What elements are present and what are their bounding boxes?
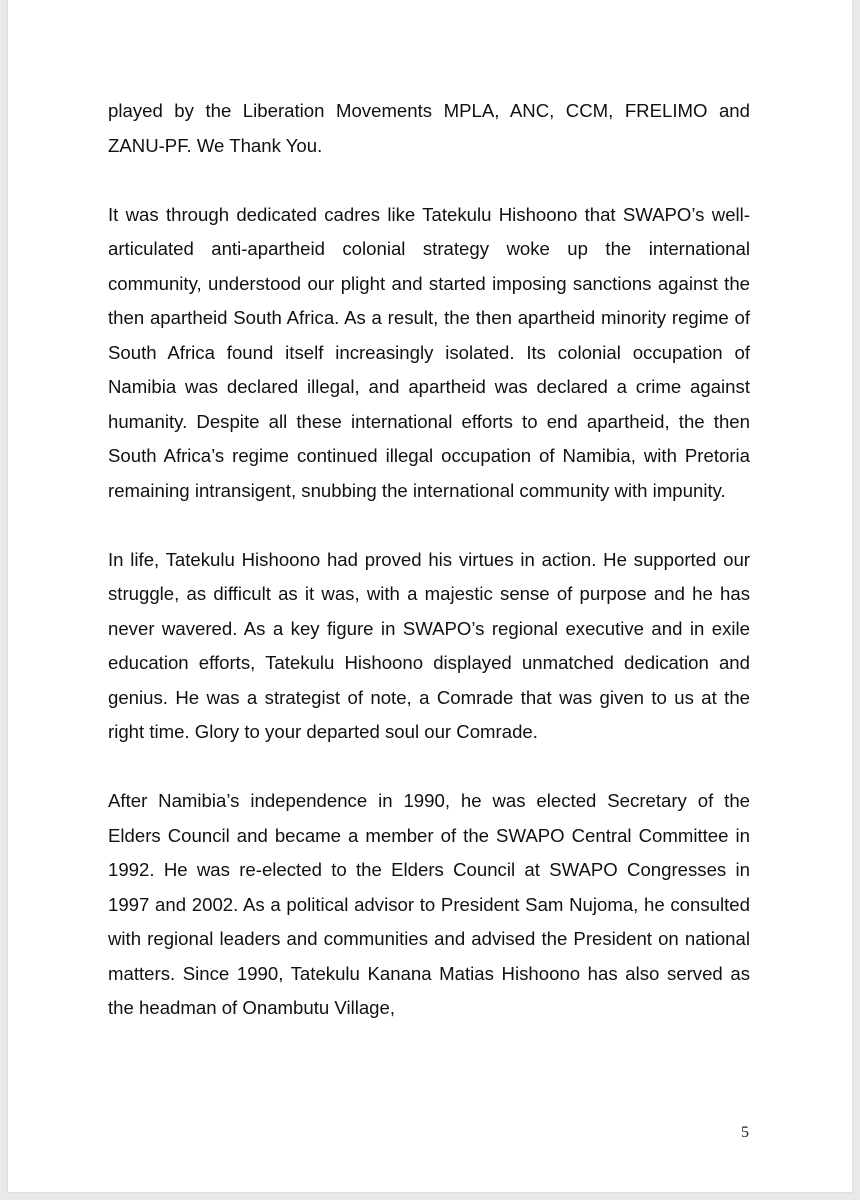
paragraph-4: After Namibia’s independence in 1990, he was elected Secretary of the Elders Council and became a member of the SWAPO Central Committee in 1992. He was re-elected to the Elders Council at SWAPO Congresses in 1997 and 2002. As a political advisor to President Sam Nujoma, he consulted with regional leaders and communities and advised the President on national matters. Since 1990, Tatekulu Kanana Matias Hishoono has also served as the headman of Onambutu Village, — [108, 790, 750, 1018]
document-body — [108, 94, 750, 1060]
paragraph-3: In life, Tatekulu Hishoono had proved his virtues in action. He supported our struggle, as difficult as it was, with a majestic sense of purpose and he has never wavered. As a key figure in SWAPO’s regional executive and in exile education efforts, Tatekulu Hishoono displayed unmatched dedication and genius. He was a strategist of note, a Comrade that was given to us at the right time. Glory to your departed soul our Comrade. — [108, 548, 750, 742]
page-number: 5 — [741, 1124, 749, 1141]
paragraph-1: played by the Liberation Movements MPLA, ANC, CCM, FRELIMO and ZANU-PF. We Thank You. — [108, 100, 750, 156]
document-page — [8, 0, 852, 1192]
paragraph-2: It was through dedicated cadres like Tatekulu Hishoono that SWAPO’s well-articulated anti-apartheid colonial strategy woke up the international community, understood our plight and started imposing sanctions against the then apartheid South Africa. As a result, the then apartheid minority regime of South Africa found itself increasingly isolated. Its colonial occupation of Namibia was declared illegal, and apartheid was declared a crime against humanity. Despite all these international efforts to end apartheid, the then South Africa’s regime continued illegal occupation of Namibia, with Pretoria remaining intransigent, snubbing the international community with impunity. — [108, 203, 750, 501]
